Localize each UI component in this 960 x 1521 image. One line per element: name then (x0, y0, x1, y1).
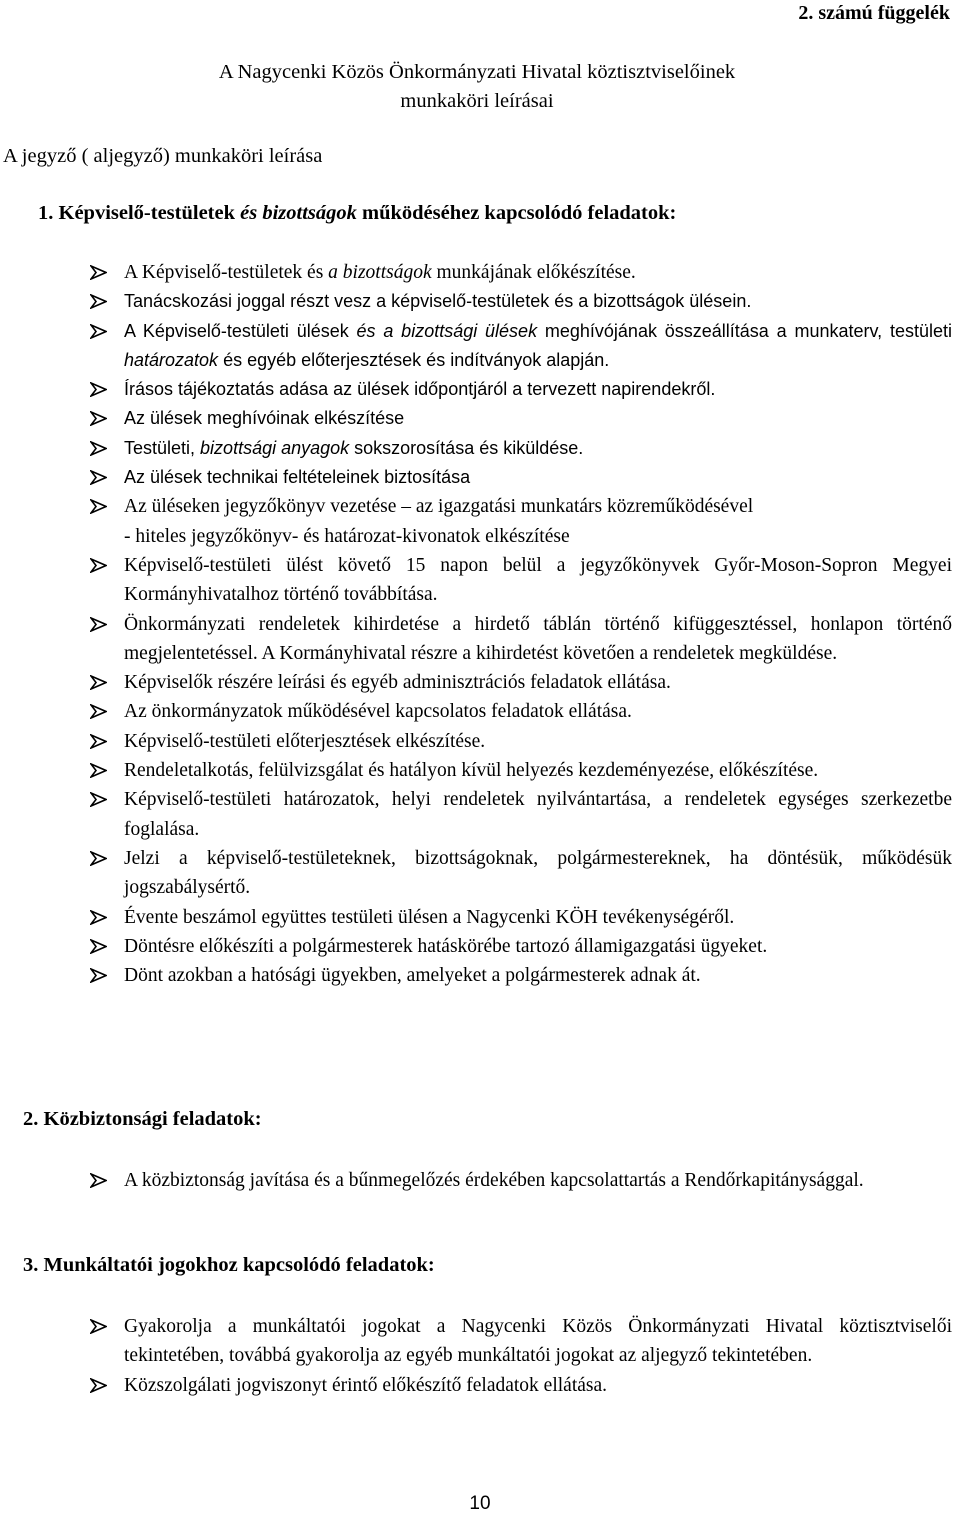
item-text: Közszolgálati jogviszonyt érintő előkészítő feladatok ellátása. (124, 1374, 608, 1396)
item-text: meghívójának összeállítása a munkaterv, testületi (537, 320, 952, 341)
list-item (0, 404, 960, 433)
arrowhead-bullet-icon (90, 910, 107, 925)
arrowhead-bullet-icon (90, 617, 107, 632)
item-text: Az ülések meghívóinak elkészítése (124, 408, 405, 429)
section-1-heading-part: működéséhez kapcsolódó feladatok: (356, 202, 677, 224)
arrowhead-bullet-icon (90, 763, 107, 778)
list-item (0, 492, 960, 551)
list-item (0, 727, 960, 756)
list-item (0, 697, 960, 726)
list-item (0, 463, 960, 492)
arrowhead-bullet-icon (90, 704, 107, 719)
item-text: A Képviselő-testületi ülések (124, 320, 357, 341)
item-text: Önkormányzati rendeletek kihirdetése a hirdető táblán történő kifüggesztéssel, honlapon történő megjelentetéssel. A Kormányhivatal részre a kihirdetést követően a rendeletek megküldése. (124, 613, 952, 664)
appendix-label: 2. számú függelék (798, 2, 950, 24)
section-1-heading (38, 202, 676, 225)
item-text: Az üléseken jegyzőkönyv vezetése – az igazgatási munkatárs közreműködésével (124, 496, 754, 518)
arrowhead-bullet-icon (90, 851, 107, 866)
arrowhead-bullet-icon (90, 499, 107, 514)
document-subtitle: A jegyző ( aljegyző) munkaköri leírása (3, 145, 323, 167)
item-text-italic: határozatok (124, 349, 219, 370)
list-item (0, 258, 960, 287)
arrowhead-bullet-icon (90, 1173, 107, 1188)
section-1-heading-part: 1. Képviselő-testületek (38, 202, 241, 224)
item-text-italic: a bizottságok (328, 262, 432, 283)
arrowhead-bullet-icon (90, 675, 107, 690)
list-item (0, 610, 960, 669)
arrowhead-bullet-icon (90, 558, 107, 573)
list-item (0, 932, 960, 961)
section-3-heading: 3. Munkáltatói jogokhoz kapcsolódó feladatok: (23, 1254, 435, 1276)
item-text-italic: bizottsági anyagok (200, 437, 350, 458)
item-text: Gyakorolja a munkáltatói jogokat a Nagycenki Közös Önkormányzati Hivatal köztisztviselői tekintetében, továbbá gyakorolja az egyéb munkáltatói jogokat az aljegyző tekintetében. (124, 1316, 952, 1367)
item-text: munkájának előkészítése. (431, 262, 636, 283)
arrowhead-bullet-icon (90, 968, 107, 983)
list-item (0, 668, 960, 697)
arrowhead-bullet-icon (90, 441, 107, 456)
arrowhead-bullet-icon (90, 265, 107, 280)
list-item (0, 1371, 960, 1400)
list-item (0, 551, 960, 610)
item-text: Képviselő-testületi előterjesztések elkészítése. (124, 730, 486, 752)
item-text: A Képviselő-testületek és (124, 262, 329, 283)
item-text: A közbiztonság javítása és a bűnmegelőzés érdekében kapcsolattartás a Rendőrkapitánysággal. (124, 1170, 864, 1191)
section-2-heading: 2. Közbiztonsági feladatok: (23, 1108, 262, 1130)
section-1-list (0, 258, 960, 990)
title-line-1: A Nagycenki Közös Önkormányzati Hivatal köztisztviselőinek (218, 61, 736, 83)
item-text: Az önkormányzatok működésével kapcsolatos feladatok ellátása. (124, 701, 632, 723)
item-text: Döntésre előkészíti a polgármesterek hatáskörébe tartozó államigazgatási ügyeket. (124, 935, 768, 957)
list-item (0, 844, 960, 903)
item-text: Képviselők részére leírási és egyéb adminisztrációs feladatok ellátása. (124, 672, 671, 694)
document-title (0, 58, 960, 116)
list-item (0, 1312, 960, 1371)
arrowhead-bullet-icon (90, 294, 107, 309)
arrowhead-bullet-icon (90, 939, 107, 954)
list-item (0, 785, 960, 844)
item-text: Dönt azokban a hatósági ügyekben, amelyeket a polgármesterek adnak át. (124, 965, 701, 987)
item-text: Képviselő-testületi határozatok, helyi rendeletek nyilvántartása, a rendeletek egységes szerkezetbe foglalása. (124, 789, 952, 840)
item-text: Írásos tájékoztatás adása az ülések időpontjáról a tervezett napirendekről. (124, 379, 716, 400)
item-text: Tanácskozási joggal részt vesz a képviselő-testületek és a bizottságok ülésein. (124, 291, 752, 312)
arrowhead-bullet-icon (90, 792, 107, 807)
section-3-list (0, 1312, 960, 1400)
arrowhead-bullet-icon (90, 324, 107, 339)
item-text-italic: és a bizottsági ülések (356, 320, 538, 341)
title-line-2: munkaköri leírásai (400, 90, 554, 112)
arrowhead-bullet-icon (90, 1319, 107, 1334)
item-text: Rendeletalkotás, felülvizsgálat és hatályon kívül helyezés kezdeményezése, előkészítése. (124, 760, 819, 782)
arrowhead-bullet-icon (90, 734, 107, 749)
list-item (0, 287, 960, 316)
list-item (0, 903, 960, 932)
item-text: Az ülések technikai feltételeinek biztosítása (124, 467, 471, 488)
page-number: 10 (469, 1493, 491, 1514)
item-text: sokszorosítása és kiküldése. (349, 437, 584, 458)
item-text: Képviselő-testületi ülést követő 15 napon belül a jegyzőkönyvek Győr-Moson-Sopron Megyei Kormányhivatalhoz történő továbbítása. (124, 554, 952, 606)
list-item (0, 961, 960, 990)
item-text: Testületi, (124, 437, 201, 458)
item-continuation: - hiteles jegyzőkönyv- és határozat-kivonatok elkészítése (124, 525, 570, 547)
section-2-list (0, 1166, 960, 1195)
list-item (0, 375, 960, 404)
list-item (0, 1166, 960, 1195)
item-text: Jelzi a képviselő-testületeknek, bizottságoknak, polgármestereknek, ha döntésük, működésük jogszabálysértő. (124, 847, 952, 899)
arrowhead-bullet-icon (90, 470, 107, 485)
list-item (0, 756, 960, 785)
item-text: Évente beszámol együttes testületi ülésen a Nagycenki KÖH tevékenységéről. (124, 906, 735, 928)
section-1-heading-italic: és bizottságok (240, 202, 357, 224)
arrowhead-bullet-icon (90, 1378, 107, 1393)
list-item (0, 434, 960, 463)
list-item (0, 317, 960, 376)
arrowhead-bullet-icon (90, 382, 107, 397)
arrowhead-bullet-icon (90, 411, 107, 426)
item-text: és egyéb előterjesztések és indítványok alapján. (218, 349, 610, 370)
